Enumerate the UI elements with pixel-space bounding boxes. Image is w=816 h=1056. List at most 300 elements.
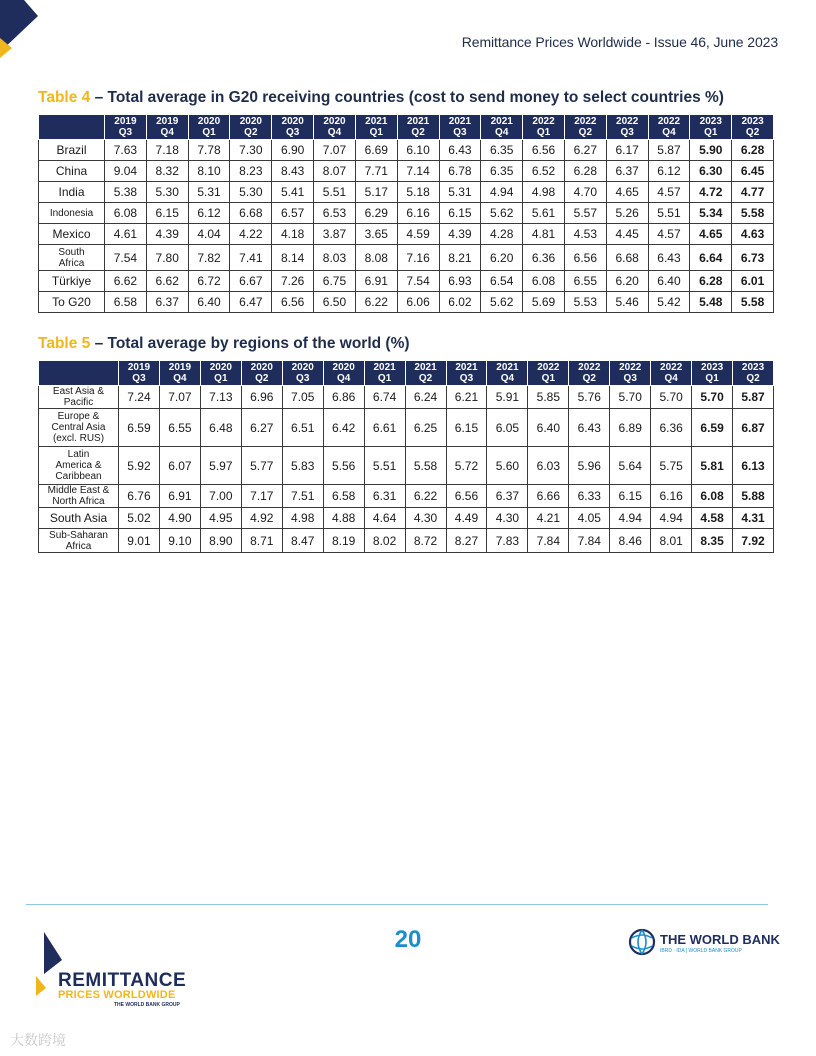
value-cell: 6.45 xyxy=(732,161,774,182)
value-cell: 5.57 xyxy=(564,203,606,224)
page-number: 20 xyxy=(394,926,422,953)
value-cell: 5.88 xyxy=(733,485,774,508)
row-label xyxy=(39,386,119,409)
column-header-quarter: Q4 xyxy=(664,373,678,384)
value-cell: 6.10 xyxy=(397,140,439,161)
value-cell: 6.27 xyxy=(241,409,282,447)
value-cell: 4.45 xyxy=(606,224,648,245)
value-cell: 6.50 xyxy=(314,292,356,313)
row-label-line: Central Asia xyxy=(51,422,106,433)
value-cell: 4.98 xyxy=(282,508,323,529)
value-cell: 6.93 xyxy=(439,271,481,292)
row-label xyxy=(39,508,119,529)
table5-title: – Total average by regions of the world (%) xyxy=(90,335,410,352)
column-header xyxy=(105,115,147,140)
value-cell: 6.43 xyxy=(569,409,610,447)
value-cell: 4.22 xyxy=(230,224,272,245)
value-cell: 8.72 xyxy=(405,529,446,553)
value-cell: 5.76 xyxy=(569,386,610,409)
value-cell: 6.15 xyxy=(439,203,481,224)
column-header-quarter: Q1 xyxy=(541,373,556,384)
value-cell: 8.02 xyxy=(364,529,405,553)
row-label-line: South Asia xyxy=(49,511,108,525)
value-cell: 5.41 xyxy=(272,182,314,203)
value-cell: 6.57 xyxy=(272,203,314,224)
value-cell: 6.12 xyxy=(648,161,690,182)
column-header-quarter: Q2 xyxy=(582,373,596,384)
value-cell: 6.28 xyxy=(564,161,606,182)
column-header xyxy=(146,115,188,140)
column-header xyxy=(692,361,733,386)
column-header-quarter: Q4 xyxy=(327,127,342,138)
value-cell: 4.64 xyxy=(364,508,405,529)
value-cell: 4.39 xyxy=(146,224,188,245)
value-cell: 7.17 xyxy=(241,485,282,508)
value-cell: 5.70 xyxy=(651,386,692,409)
column-header xyxy=(564,115,606,140)
column-header-quarter: Q2 xyxy=(745,127,760,138)
column-header xyxy=(610,361,651,386)
value-cell: 7.80 xyxy=(146,245,188,271)
value-cell: 5.70 xyxy=(610,386,651,409)
column-header xyxy=(569,361,610,386)
column-header-quarter: Q1 xyxy=(377,373,392,384)
value-cell: 4.18 xyxy=(272,224,314,245)
value-cell: 6.07 xyxy=(159,447,200,485)
row-label-line: Middle East & xyxy=(47,485,110,496)
value-cell: 5.83 xyxy=(282,447,323,485)
value-cell: 5.51 xyxy=(314,182,356,203)
value-cell: 5.87 xyxy=(733,386,774,409)
table4-label: Table 4 xyxy=(38,89,91,106)
row-label xyxy=(39,529,119,553)
column-header xyxy=(690,115,732,140)
column-header xyxy=(272,115,314,140)
value-cell: 6.08 xyxy=(692,485,733,508)
watermark: 大数跨境 xyxy=(10,1032,66,1048)
value-cell: 5.31 xyxy=(188,182,230,203)
value-cell: 6.56 xyxy=(446,485,487,508)
value-cell: 8.35 xyxy=(692,529,733,553)
row-label-line: America & xyxy=(55,460,102,471)
value-cell: 6.28 xyxy=(690,271,732,292)
value-cell: 4.57 xyxy=(648,182,690,203)
value-cell: 5.96 xyxy=(569,447,610,485)
column-header xyxy=(159,361,200,386)
row-label xyxy=(39,271,105,292)
column-header-quarter: Q4 xyxy=(662,127,676,138)
row-label-line: Sub-Saharan xyxy=(49,529,108,541)
value-cell: 5.51 xyxy=(648,203,690,224)
value-cell: 4.59 xyxy=(397,224,439,245)
value-cell: 6.08 xyxy=(105,203,147,224)
column-header xyxy=(733,361,774,386)
value-cell: 6.53 xyxy=(314,203,356,224)
column-header-quarter: Q3 xyxy=(296,373,310,384)
column-header-quarter: Q1 xyxy=(369,127,383,138)
column-header-quarter: Q1 xyxy=(214,373,228,384)
value-cell: 5.02 xyxy=(119,508,160,529)
column-header xyxy=(397,115,439,140)
value-cell: 5.62 xyxy=(481,203,523,224)
value-cell: 5.30 xyxy=(230,182,272,203)
column-header-year: 2022 xyxy=(578,362,601,373)
value-cell: 4.65 xyxy=(690,224,732,245)
column-header-quarter: Q1 xyxy=(705,373,719,384)
value-cell: 4.30 xyxy=(487,508,528,529)
value-cell: 4.21 xyxy=(528,508,569,529)
value-cell: 6.61 xyxy=(364,409,405,447)
value-cell: 5.69 xyxy=(523,292,565,313)
value-cell: 6.20 xyxy=(481,245,523,271)
value-cell: 7.07 xyxy=(314,140,356,161)
column-header-quarter: Q3 xyxy=(453,127,467,138)
value-cell: 7.83 xyxy=(487,529,528,553)
column-header-quarter: Q3 xyxy=(118,127,133,138)
value-cell: 6.27 xyxy=(564,140,606,161)
value-cell: 6.20 xyxy=(606,271,648,292)
column-header-year: 2021 xyxy=(496,362,519,373)
value-cell: 5.75 xyxy=(651,447,692,485)
value-cell: 3.65 xyxy=(355,224,397,245)
value-cell: 6.40 xyxy=(648,271,690,292)
value-cell: 6.68 xyxy=(230,203,272,224)
column-header-quarter: Q3 xyxy=(623,373,637,384)
value-cell: 7.54 xyxy=(397,271,439,292)
value-cell: 4.39 xyxy=(439,224,481,245)
value-cell: 6.54 xyxy=(481,271,523,292)
value-cell: 6.25 xyxy=(405,409,446,447)
value-cell: 6.17 xyxy=(606,140,648,161)
value-cell: 6.58 xyxy=(105,292,147,313)
row-label-line: China xyxy=(55,164,88,178)
row-label xyxy=(39,140,105,161)
value-cell: 4.77 xyxy=(732,182,774,203)
value-cell: 6.37 xyxy=(146,292,188,313)
value-cell: 7.30 xyxy=(230,140,272,161)
column-header xyxy=(364,361,405,386)
table-row xyxy=(39,224,774,245)
value-cell: 7.16 xyxy=(397,245,439,271)
column-header-year: 2020 xyxy=(291,362,314,373)
value-cell: 6.03 xyxy=(528,447,569,485)
value-cell: 6.37 xyxy=(487,485,528,508)
table4-header-row xyxy=(39,115,774,140)
row-label-line: Africa xyxy=(58,257,85,269)
value-cell: 7.18 xyxy=(146,140,188,161)
value-cell: 8.10 xyxy=(188,161,230,182)
value-cell: 5.64 xyxy=(610,447,651,485)
row-label-line: North Africa xyxy=(52,496,105,507)
column-header-year: 2022 xyxy=(660,362,683,373)
table-row xyxy=(39,409,774,447)
column-header xyxy=(732,115,774,140)
value-cell: 8.43 xyxy=(272,161,314,182)
value-cell: 4.57 xyxy=(648,224,690,245)
row-label xyxy=(39,224,105,245)
column-header-year: 2020 xyxy=(239,116,262,127)
value-cell: 4.70 xyxy=(564,182,606,203)
column-header-year: 2022 xyxy=(616,116,639,127)
table5-header-row xyxy=(39,361,774,386)
value-cell: 5.58 xyxy=(405,447,446,485)
column-header-year: 2021 xyxy=(373,362,396,373)
value-cell: 7.78 xyxy=(188,140,230,161)
value-cell: 6.62 xyxy=(105,271,147,292)
table-row xyxy=(39,140,774,161)
column-header-year: 2019 xyxy=(156,116,179,127)
value-cell: 6.28 xyxy=(732,140,774,161)
column-header xyxy=(355,115,397,140)
column-header xyxy=(282,361,323,386)
corner-header-cell xyxy=(39,115,105,140)
column-header-year: 2021 xyxy=(414,362,437,373)
column-header xyxy=(528,361,569,386)
value-cell: 4.30 xyxy=(405,508,446,529)
column-header-year: 2020 xyxy=(250,362,273,373)
value-cell: 6.42 xyxy=(323,409,364,447)
column-header-year: 2022 xyxy=(619,362,642,373)
row-label-line: Caribbean xyxy=(55,471,102,482)
column-header-quarter: Q2 xyxy=(418,373,433,384)
value-cell: 6.13 xyxy=(733,447,774,485)
value-cell: 7.92 xyxy=(733,529,774,553)
value-cell: 4.98 xyxy=(523,182,565,203)
value-cell: 7.63 xyxy=(105,140,147,161)
globe-icon xyxy=(628,928,656,956)
value-cell: 6.40 xyxy=(528,409,569,447)
column-header-quarter: Q4 xyxy=(495,127,509,138)
column-header-quarter: Q3 xyxy=(132,373,146,384)
value-cell: 6.67 xyxy=(230,271,272,292)
value-cell: 6.74 xyxy=(364,386,405,409)
value-cell: 7.84 xyxy=(528,529,569,553)
row-label-line: Europe & xyxy=(57,411,100,422)
table5-label: Table 5 xyxy=(38,335,91,352)
column-header xyxy=(606,115,648,140)
column-header xyxy=(446,361,487,386)
value-cell: 6.72 xyxy=(188,271,230,292)
column-header-year: 2022 xyxy=(657,116,681,127)
logo-line2: PRICES WORLDWIDE xyxy=(58,989,176,1001)
value-cell: 6.51 xyxy=(282,409,323,447)
remittance-prices-logo xyxy=(36,932,187,1008)
value-cell: 7.24 xyxy=(119,386,160,409)
value-cell: 6.06 xyxy=(397,292,439,313)
value-cell: 6.52 xyxy=(523,161,565,182)
column-header xyxy=(523,115,565,140)
column-header-quarter: Q3 xyxy=(620,127,634,138)
value-cell: 4.92 xyxy=(241,508,282,529)
column-header-year: 2021 xyxy=(455,362,478,373)
value-cell: 6.56 xyxy=(272,292,314,313)
column-header xyxy=(439,115,481,140)
value-cell: 5.77 xyxy=(241,447,282,485)
value-cell: 6.96 xyxy=(241,386,282,409)
value-cell: 6.55 xyxy=(159,409,200,447)
column-header-year: 2022 xyxy=(532,116,555,127)
table5-caption xyxy=(38,335,410,353)
row-label-line: South xyxy=(58,246,85,258)
value-cell: 6.59 xyxy=(692,409,733,447)
value-cell: 5.42 xyxy=(648,292,690,313)
value-cell: 5.85 xyxy=(528,386,569,409)
column-header-year: 2021 xyxy=(490,116,513,127)
column-header xyxy=(481,115,523,140)
value-cell: 6.12 xyxy=(188,203,230,224)
row-label-line: Mexico xyxy=(52,227,91,241)
column-header-year: 2020 xyxy=(281,116,304,127)
value-cell: 4.90 xyxy=(159,508,200,529)
value-cell: 5.90 xyxy=(690,140,732,161)
value-cell: 4.04 xyxy=(188,224,230,245)
column-header xyxy=(200,361,241,386)
value-cell: 6.90 xyxy=(272,140,314,161)
value-cell: 7.00 xyxy=(200,485,241,508)
table-row xyxy=(39,529,774,553)
row-label-line: Africa xyxy=(65,540,92,552)
value-cell: 8.47 xyxy=(282,529,323,553)
value-cell: 5.81 xyxy=(692,447,733,485)
value-cell: 9.04 xyxy=(105,161,147,182)
row-label-line: Latin xyxy=(67,449,90,460)
column-header xyxy=(405,361,446,386)
value-cell: 4.65 xyxy=(606,182,648,203)
table-row xyxy=(39,508,774,529)
column-header-quarter: Q2 xyxy=(578,127,593,138)
value-cell: 5.26 xyxy=(606,203,648,224)
value-cell: 6.76 xyxy=(119,485,160,508)
value-cell: 4.49 xyxy=(446,508,487,529)
value-cell: 6.56 xyxy=(523,140,565,161)
value-cell: 6.69 xyxy=(355,140,397,161)
value-cell: 6.01 xyxy=(732,271,774,292)
row-label xyxy=(39,485,119,508)
logo-line3: THE WORLD BANK GROUP xyxy=(114,1002,180,1008)
table-row xyxy=(39,245,774,271)
value-cell: 5.17 xyxy=(355,182,397,203)
value-cell: 7.26 xyxy=(272,271,314,292)
column-header xyxy=(651,361,692,386)
value-cell: 8.90 xyxy=(200,529,241,553)
value-cell: 5.31 xyxy=(439,182,481,203)
row-label-line: Pacific xyxy=(63,397,94,408)
value-cell: 6.37 xyxy=(606,161,648,182)
value-cell: 5.92 xyxy=(119,447,160,485)
value-cell: 6.15 xyxy=(146,203,188,224)
column-header-year: 2019 xyxy=(127,362,151,373)
running-header: Remittance Prices Worldwide - Issue 46, June 2023 xyxy=(461,34,778,50)
value-cell: 6.02 xyxy=(439,292,481,313)
value-cell: 7.51 xyxy=(282,485,323,508)
value-cell: 6.64 xyxy=(690,245,732,271)
world-bank-logo xyxy=(628,928,780,961)
value-cell: 6.68 xyxy=(606,245,648,271)
value-cell: 8.46 xyxy=(610,529,651,553)
corner-header-cell xyxy=(39,361,119,386)
row-label xyxy=(39,447,119,485)
world-bank-name: THE WORLD BANK xyxy=(660,932,780,947)
value-cell: 6.48 xyxy=(200,409,241,447)
row-label-line: (excl. RUS) xyxy=(52,433,105,444)
row-label xyxy=(39,161,105,182)
value-cell: 8.01 xyxy=(651,529,692,553)
world-bank-subtitle: IBRD · IDA | WORLD BANK GROUP xyxy=(660,948,742,954)
column-header xyxy=(188,115,230,140)
table4-title: – Total average in G20 receiving countries (cost to send money to select countries %) xyxy=(90,89,724,106)
value-cell: 8.21 xyxy=(439,245,481,271)
value-cell: 5.91 xyxy=(487,386,528,409)
value-cell: 6.87 xyxy=(733,409,774,447)
value-cell: 6.43 xyxy=(648,245,690,271)
column-header-year: 2020 xyxy=(209,362,232,373)
value-cell: 6.08 xyxy=(523,271,565,292)
column-header xyxy=(323,361,364,386)
column-header xyxy=(648,115,690,140)
table5 xyxy=(38,360,774,553)
value-cell: 6.15 xyxy=(610,485,651,508)
value-cell: 4.72 xyxy=(690,182,732,203)
value-cell: 6.21 xyxy=(446,386,487,409)
value-cell: 4.53 xyxy=(564,224,606,245)
value-cell: 6.66 xyxy=(528,485,569,508)
value-cell: 7.07 xyxy=(159,386,200,409)
value-cell: 7.82 xyxy=(188,245,230,271)
value-cell: 4.63 xyxy=(732,224,774,245)
value-cell: 8.14 xyxy=(272,245,314,271)
logo-line1: REMITTANCE xyxy=(58,970,187,991)
column-header-quarter: Q4 xyxy=(500,373,515,384)
row-label-line: India xyxy=(58,185,85,199)
value-cell: 4.58 xyxy=(692,508,733,529)
value-cell: 6.40 xyxy=(188,292,230,313)
table-row xyxy=(39,271,774,292)
value-cell: 4.94 xyxy=(610,508,651,529)
column-header-quarter: Q1 xyxy=(536,127,551,138)
column-header-year: 2021 xyxy=(406,116,430,127)
value-cell: 7.05 xyxy=(282,386,323,409)
footer-divider xyxy=(26,904,768,905)
value-cell: 5.72 xyxy=(446,447,487,485)
value-cell: 6.75 xyxy=(314,271,356,292)
column-header-quarter: Q3 xyxy=(285,127,300,138)
table-row xyxy=(39,485,774,508)
value-cell: 7.84 xyxy=(569,529,610,553)
value-cell: 5.48 xyxy=(690,292,732,313)
value-cell: 6.86 xyxy=(323,386,364,409)
value-cell: 6.43 xyxy=(439,140,481,161)
value-cell: 8.23 xyxy=(230,161,272,182)
value-cell: 6.35 xyxy=(481,161,523,182)
value-cell: 6.15 xyxy=(446,409,487,447)
value-cell: 8.03 xyxy=(314,245,356,271)
column-header-year: 2023 xyxy=(700,362,724,373)
value-cell: 7.13 xyxy=(200,386,241,409)
row-label xyxy=(39,409,119,447)
value-cell: 8.71 xyxy=(241,529,282,553)
row-label-line: Türkiye xyxy=(51,274,92,288)
row-label xyxy=(39,245,105,271)
value-cell: 4.94 xyxy=(651,508,692,529)
value-cell: 5.62 xyxy=(481,292,523,313)
column-header xyxy=(119,361,160,386)
column-header-quarter: Q4 xyxy=(173,373,187,384)
value-cell: 6.31 xyxy=(364,485,405,508)
column-header-year: 2023 xyxy=(741,116,764,127)
value-cell: 5.46 xyxy=(606,292,648,313)
value-cell: 5.30 xyxy=(146,182,188,203)
value-cell: 7.71 xyxy=(355,161,397,182)
